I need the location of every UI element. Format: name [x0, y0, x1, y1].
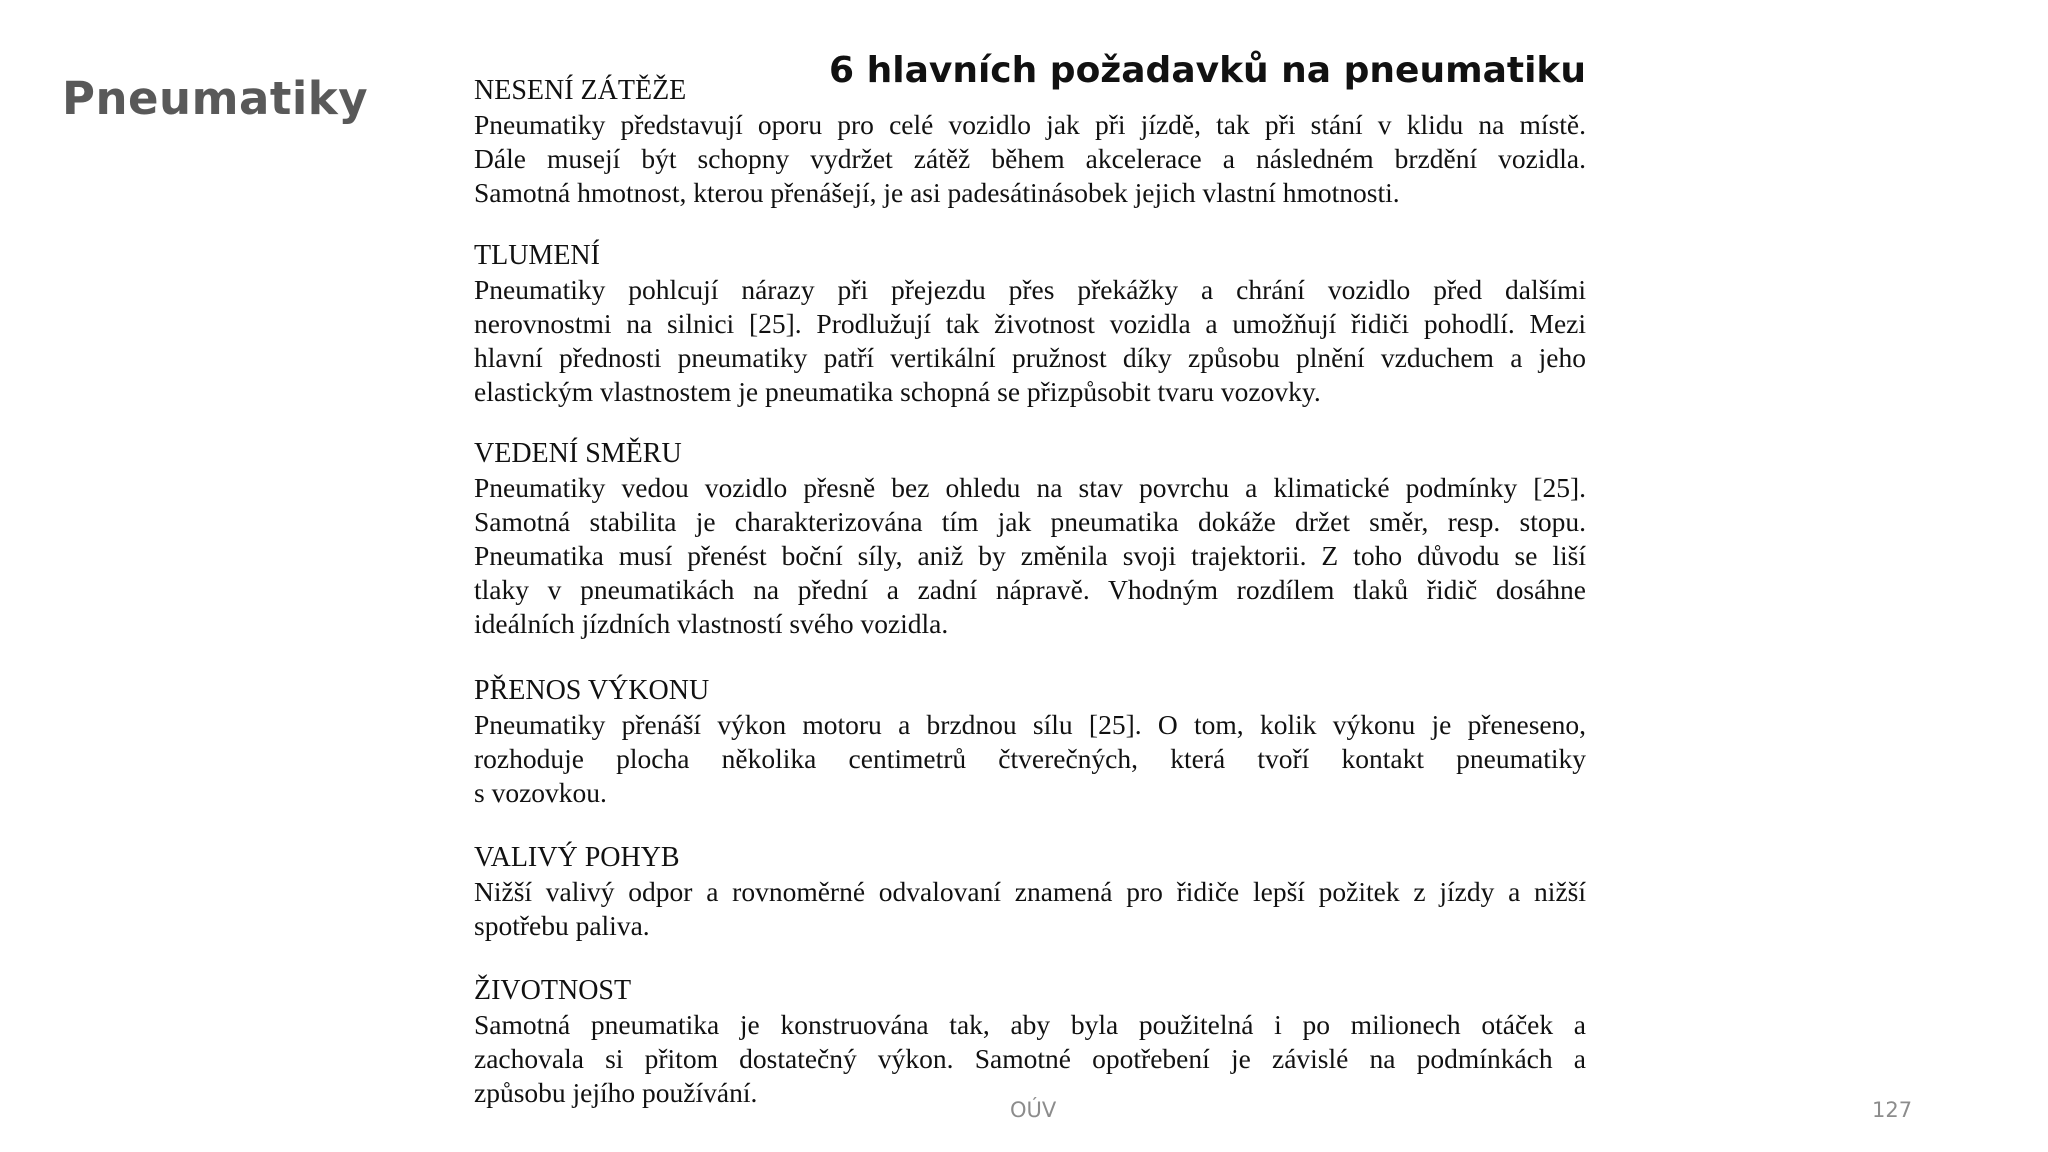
text-line: Nižší valivý odpor a rovnoměrné odvalovaní znamená pro řidiče lepší požitek z jízdy a nižší: [474, 876, 1586, 907]
text-line: nerovnostmi na silnici [25]. Prodlužují tak životnost vozidla a umožňují řidiči pohodlí. Mezi: [474, 308, 1586, 339]
document-heading: 6 hlavních požadavků na pneumatiku: [829, 50, 1586, 91]
section-neseni-zateze: [474, 74, 1586, 210]
section-title: VALIVÝ POHYB: [474, 842, 680, 873]
text-line: ideálních jízdních vlastností svého vozidla.: [474, 608, 949, 639]
section-title: ŽIVOTNOST: [474, 975, 632, 1006]
text-line: Pneumatiky přenáší výkon motoru a brzdnou sílu [25]. O tom, kolik výkonu je přeneseno,: [474, 709, 1586, 740]
text-line: rozhoduje plocha několika centimetrů čtverečných, která tvoří kontakt pneumatiky: [474, 743, 1586, 774]
text-line: způsobu jejího používání.: [474, 1077, 758, 1108]
section-tlumeni: [474, 239, 1586, 409]
text-line: hlavní přednosti pneumatiky patří vertikální pružnost díky způsobu plnění vzduchem a jeho: [474, 342, 1586, 373]
section-body: [474, 471, 1586, 641]
section-body: [474, 273, 1586, 409]
section-title: TLUMENÍ: [474, 240, 600, 271]
text-line: tlaky v pneumatikách na přední a zadní nápravě. Vhodným rozdílem tlaků řidič dosáhne: [474, 574, 1586, 605]
footer-organization: OÚV: [1010, 1098, 1057, 1122]
text-line: s vozovkou.: [474, 777, 607, 808]
section-title: PŘENOS VÝKONU: [474, 675, 710, 706]
section-zivotnost: [474, 974, 1586, 1110]
section-title: VEDENÍ SMĚRU: [474, 438, 682, 469]
section-prenos-vykonu: [474, 674, 1586, 810]
text-line: Pneumatiky vedou vozidlo přesně bez ohledu na stav povrchu a klimatické podmínky [25].: [474, 472, 1586, 503]
document-excerpt: [474, 44, 1586, 1112]
section-body: [474, 108, 1586, 210]
text-line: zachovala si přitom dostatečný výkon. Samotné opotřebení je závislé na podmínkách a: [474, 1043, 1586, 1074]
slide-page-number: 127: [1872, 1098, 1913, 1122]
text-line: Pneumatiky pohlcují nárazy při přejezdu přes překážky a chrání vozidlo před dalšími: [474, 274, 1586, 305]
text-line: spotřebu paliva.: [474, 910, 650, 941]
section-body: [474, 875, 1586, 943]
text-line: Samotná stabilita je charakterizována tím jak pneumatika dokáže držet směr, resp. stopu.: [474, 506, 1586, 537]
text-line: Samotná pneumatika je konstruována tak, aby byla použitelná i po milionech otáček a: [474, 1009, 1586, 1040]
section-valivy-pohyb: [474, 841, 1586, 943]
text-line: elastickým vlastnostem je pneumatika schopná se přizpůsobit tvaru vozovky.: [474, 376, 1321, 407]
text-line: Samotná hmotnost, kterou přenášejí, je asi padesátinásobek jejich vlastní hmotnosti.: [474, 177, 1400, 208]
text-line: Dále musejí být schopny vydržet zátěž během akcelerace a následném brzdění vozidla.: [474, 143, 1586, 174]
section-vedeni-smeru: [474, 437, 1586, 641]
section-title: NESENÍ ZÁTĚŽE: [474, 75, 687, 106]
section-body: [474, 1008, 1586, 1110]
text-line: Pneumatika musí přenést boční síly, aniž by změnila svoji trajektorii. Z toho důvodu se liší: [474, 540, 1586, 571]
text-line: Pneumatiky představují oporu pro celé vozidlo jak při jízdě, tak při stání v klidu na místě.: [474, 109, 1586, 140]
slide-title: Pneumatiky: [62, 72, 369, 125]
section-body: [474, 708, 1586, 810]
